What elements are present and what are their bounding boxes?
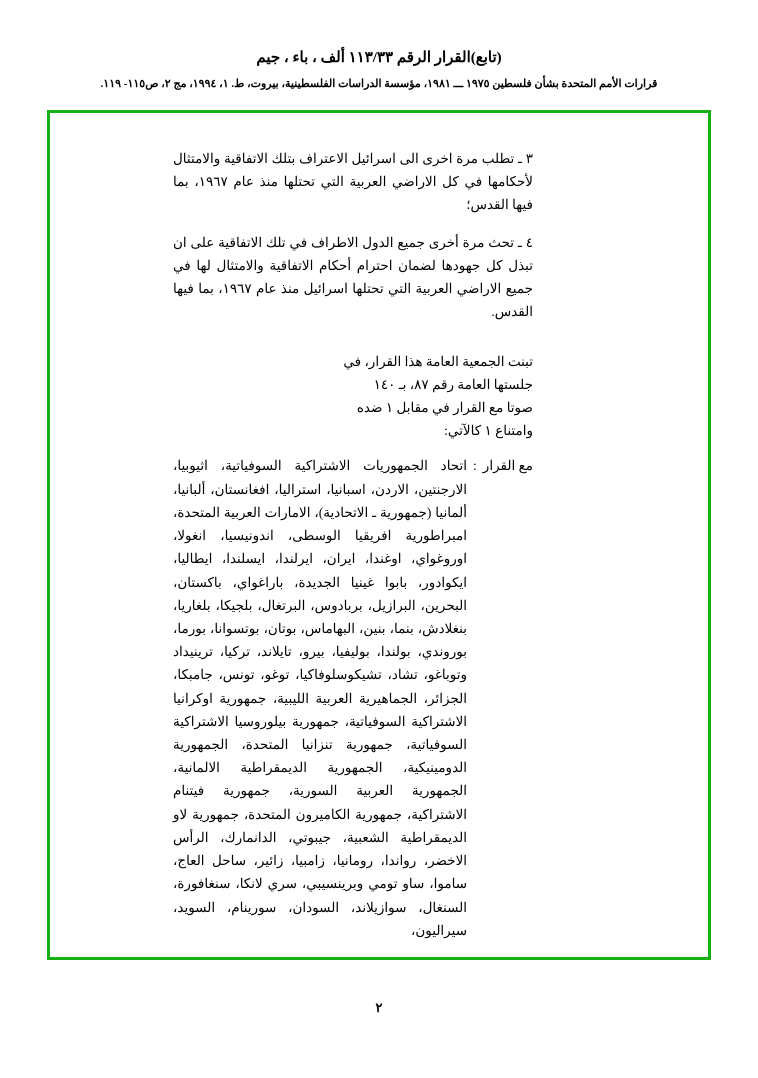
header-title: (تابع)القرار الرقم ١١٣/٣٣ ألف ، باء ، جيم — [256, 50, 502, 66]
content-frame — [47, 110, 711, 960]
vote-results-countries: اتحاد الجمهوريات الاشتراكية السوفياتية، اثيوبيا، الارجنتين، الاردن، اسبانيا، استراليا، افغانستان، ألبانيا، ألمانيا (جمهورية ـ الاتحادية)، الامارات العربية المتحدة، امبراطورية افريقيا الوسطى، اندونيسيا، انغولا، اوروغواي، اوغندا، ايران، ايرلندا، ايسلندا، ايطاليا، ايكوادور، بابوا غينيا الجديدة، باراغواي، باكستان، البحرين، البرازيل، بربادوس، البرتغال، بلجيكا، بلغاريا، بنغلادش، بنما، بنين، البهاماس، بوتان، بوتسوانا، بورما، بوروندي، بولندا، بوليفيا، بيرو، تايلاند، تركيا، ترينيداد وتوباغو، تشاد، تشيكوسلوفاكيا، توغو، تونس، جامبكا، الجزائر، الجماهيرية العربية الليبية، جمهورية اوكرانيا الاشتراكية السوفياتية، جمهورية بيلوروسيا الاشتراكية السوفياتية، جمهورية تنزانيا المتحدة، الجمهورية الدومينيكية، الجمهورية الديمقراطية الالمانية، الجمهورية العربية السورية، جمهورية فيتنام الاشتراكية، جمهورية الكاميرون المتحدة، جمهورية لاو الديمقراطية الشعبية، جيبوتي، الدانمارك، الرأس الاخضر، رواندا، رومانيا، زامبيا، زائير، ساحل العاج، ساموا، ساو تومي وبرينسيبي، سري لانكا، سنغافورة، السنغال، سوازيلاند، السودان، سورينام، السويد، سيراليون، — [173, 458, 468, 938]
document-body — [173, 147, 533, 942]
vote-results-colon: : — [473, 458, 477, 474]
vote-line-3: صوتا مع القرار في مقابل ١ ضده — [356, 399, 533, 415]
vote-line-4: وامتناع ١ كالآتي: — [444, 423, 533, 439]
paragraph-3: ٣ ـ تطلب مرة اخرى الى اسرائيل الاعتراف بتلك الاتفاقية والامتثال لأحكامها في كل الاراضي العربية التي تحتلها منذ عام ١٩٦٧، بما فيها القدس؛ — [173, 151, 533, 213]
page-number: ٢ — [375, 1000, 383, 1015]
vote-results-label: مع القرار — [482, 458, 533, 474]
page-header — [0, 0, 758, 92]
vote-summary — [173, 350, 533, 443]
vote-line-1: تبنت الجمعية العامة هذا القرار، في — [343, 353, 533, 369]
header-subtitle: قرارات الأمم المتحدة بشأن فلسطين ١٩٧٥ ـــ ١٩٨١، مؤسسة الدراسات الفلسطينية، بيروت، ط. ١، ١٩٩٤، مج ٢، ص١١٥- ١١٩. — [100, 78, 658, 90]
paragraph-4: ٤ ـ تحث مرة أخرى جميع الدول الاطراف في تلك الاتفاقية على ان تبذل كل جهودها لضمان احترام أحكام الاتفاقية والامتثال لها في جميع الاراضي العربية التي تحتلها اسرائيل منذ عام ١٩٦٧، بما فيها القدس. — [173, 234, 533, 320]
vote-results-in-favour — [173, 454, 533, 942]
vote-line-2: جلستها العامة رقم ٨٧، بـ ١٤٠ — [373, 376, 533, 392]
